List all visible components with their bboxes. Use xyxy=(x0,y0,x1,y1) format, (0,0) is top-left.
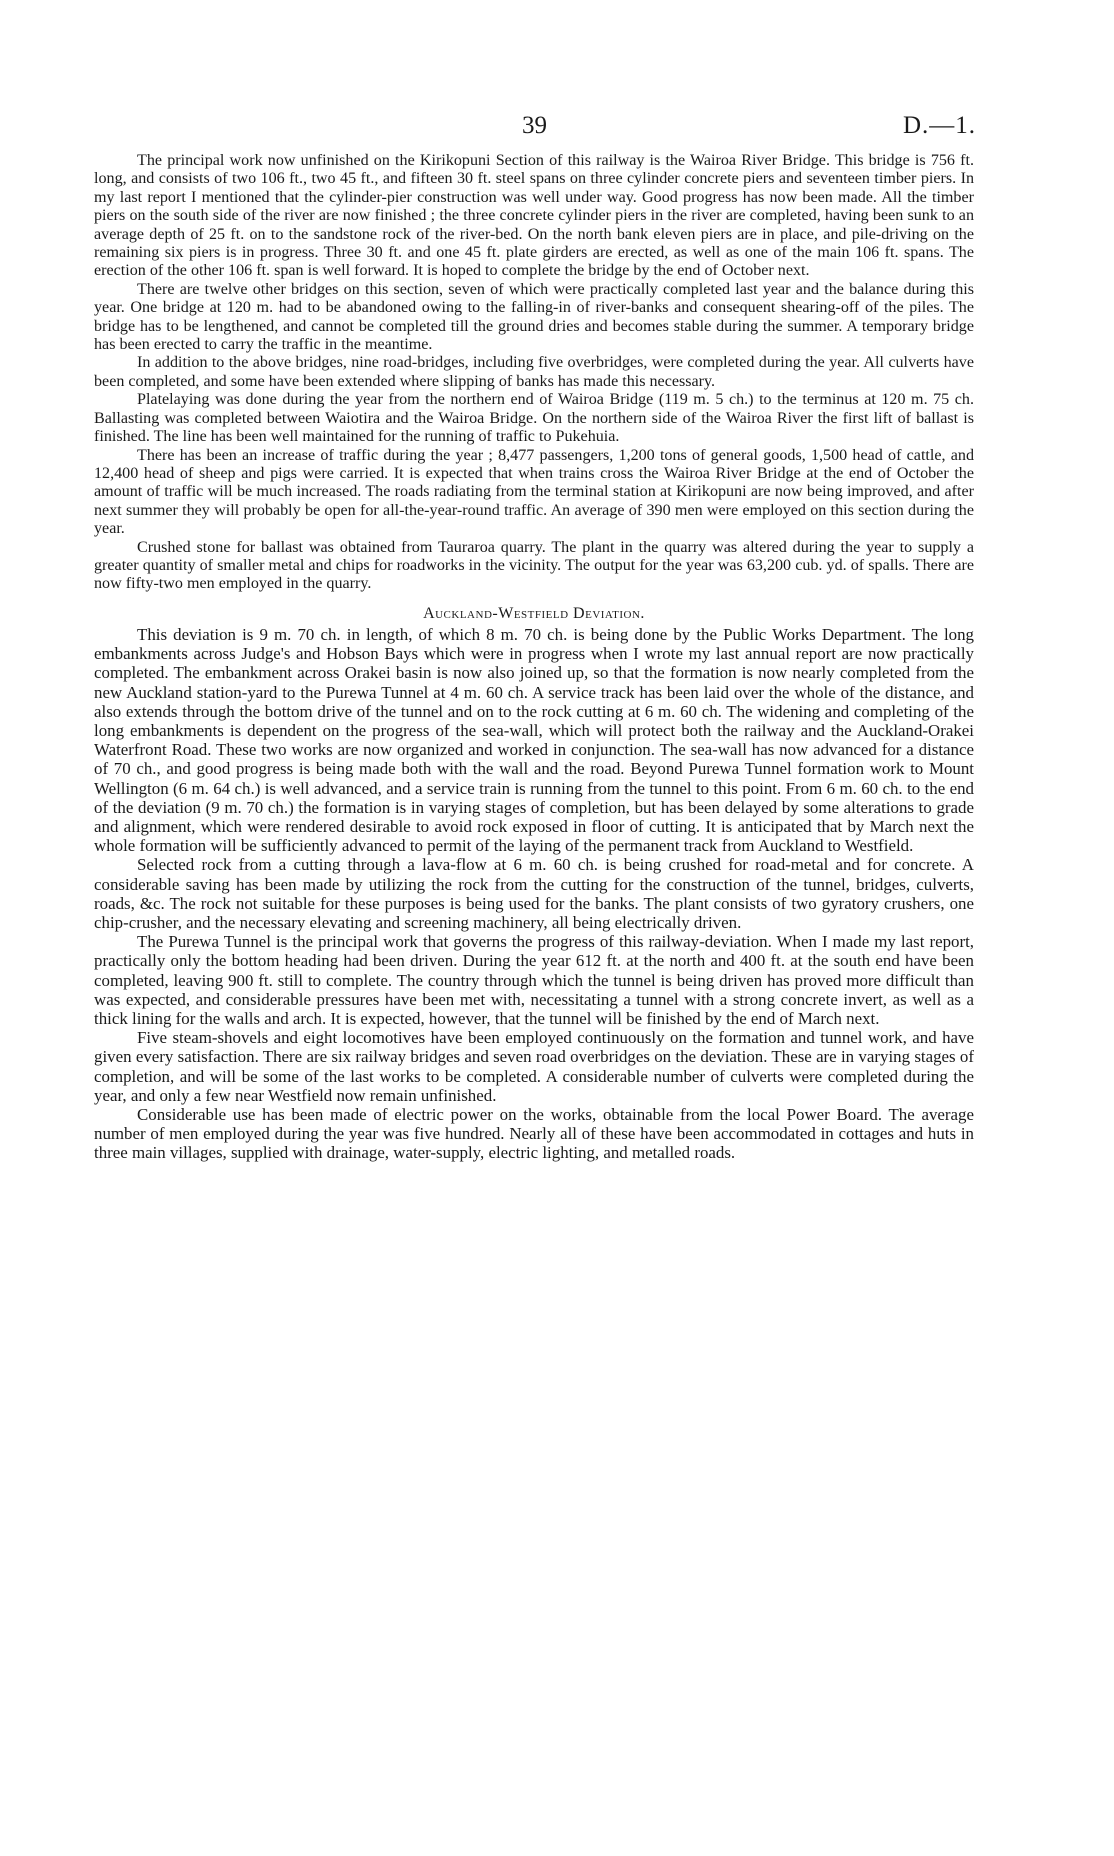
paragraph: There are twelve other bridges on this section, seven of which were practically completed last year and the balance during this year. One bridge at 120 m. had to be abandoned owing to the falling-in of river-banks and consequent shearing-off of the piles. The bridge has to be lengthened, and cannot be completed till the ground dries and becomes stable during the summer. A temporary bridge has been erected to carry the traffic in the meantime. xyxy=(94,280,974,354)
paragraph: Crushed stone for ballast was obtained from Tauraroa quarry. The plant in the quarry was altered during the year to supply a greater quantity of smaller metal and chips for roadworks in the vicinity. The output for the year was 63,200 cub. yd. of spalls. There are now fifty-two men employed in the quarry. xyxy=(94,538,974,593)
section-heading: Auckland-Westfield Deviation. xyxy=(423,604,645,622)
auckland-westfield-section xyxy=(94,604,974,1163)
paragraph: Selected rock from a cutting through a lava-flow at 6 m. 60 ch. is being crushed for road-metal and for concrete. A considerable saving has been made by utilizing the rock from the cutting for the construction of the tunnel, bridges, culverts, roads, &c. The rock not suitable for these purposes is being used for the banks. The plant consists of two gyratory crushers, one chip-crusher, and the necessary elevating and screening machinery, all being electrically driven. xyxy=(94,855,974,932)
paragraph: This deviation is 9 m. 70 ch. in length, of which 8 m. 70 ch. is being done by the Public Works Department. The long embankments across Judge's and Hobson Bays which were in progress when I wrote my last annual report are now practically completed. The embankment across Orakei basin is now also joined up, so that the formation is now nearly completed from the new Auckland station-yard to the Purewa Tunnel at 4 m. 60 ch. A service track has been laid over the whole of the distance, and also extends through the bottom drive of the tunnel and on to the rock cutting at 6 m. 60 ch. The widening and completing of the long embankments is dependent on the progress of the sea-wall, which will protect both the railway and the Auckland-Orakei Waterfront Road. These two works are now organized and worked in conjunction. The sea-wall has now advanced for a distance of 70 ch., and good progress is being made both with the wall and the road. Beyond Purewa Tunnel formation work to Mount Wellington (6 m. 64 ch.) is well advanced, and a service train is running from the tunnel to this point. From 6 m. 60 ch. to the end of the deviation (9 m. 70 ch.) the formation is in varying stages of completion, but has been delayed by some alterations to grade and alignment, which were rendered desirable to avoid rock exposed in floor of cutting. It is anticipated that by March next the whole formation will be sufficiently advanced to permit of the laying of the permanent track from Auckland to Westfield. xyxy=(94,624,974,856)
kirikopuni-section xyxy=(94,152,974,594)
page-number: 39 xyxy=(522,112,547,139)
paragraph: Five steam-shovels and eight locomotives have been employed continuously on the formation and tunnel work, and have given every satisfaction. There are six railway bridges and seven road overbridges on the deviation. These are in varying stages of completion, and will be some of the last works to be completed. A considerable number of culverts were completed during the year, and only a few near Westfield now remain unfinished. xyxy=(94,1028,974,1105)
page-header xyxy=(0,112,1114,152)
paragraph: The principal work now unfinished on the Kirikopuni Section of this railway is the Wairoa River Bridge. This bridge is 756 ft. long, and consists of two 106 ft., two 45 ft., and fifteen 30 ft. steel spans on three cylinder concrete piers and seventeen timber piers. In my last report I mentioned that the cylinder-pier construction was well under way. Good progress has now been made. All the timber piers on the south side of the river are now finished ; the three concrete cylinder piers in the river are completed, having been sunk to an average depth of 25 ft. on to the sandstone rock of the river-bed. On the north bank eleven piers are in place, and pile-driving on the remaining six piers is in progress. Three 30 ft. and one 45 ft. plate girders are erected, as well as one of the main 106 ft. spans. The erection of the other 106 ft. span is well forward. It is hoped to complete the bridge by the end of October next. xyxy=(94,152,974,280)
paragraph: There has been an increase of traffic during the year ; 8,477 passengers, 1,200 tons of general goods, 1,500 head of cattle, and 12,400 head of sheep and pigs were carried. It is expected that when trains cross the Wairoa River Bridge at the end of October the amount of traffic will be much increased. The roads radiating from the terminal station at Kirikopuni are now being improved, and after next summer they will probably be open for all-the-year-round traffic. An average of 390 men were employed on this section during the year. xyxy=(94,446,974,538)
paragraph: The Purewa Tunnel is the principal work that governs the progress of this railway-deviation. When I made my last report, practically only the bottom heading had been driven. During the year 612 ft. at the north and 400 ft. at the south end have been completed, leaving 900 ft. still to complete. The country through which the tunnel is being driven has proved more difficult than was expected, and considerable pressures have been met with, necessitating a tunnel with a strong concrete invert, as well as a thick lining for the walls and arch. It is expected, however, that the tunnel will be finished by the end of March next. xyxy=(94,932,974,1029)
document-body xyxy=(94,152,974,1163)
paragraph: Platelaying was done during the year from the northern end of Wairoa Bridge (119 m. 5 ch.) to the terminus at 120 m. 75 ch. Ballasting was completed between Waiotira and the Wairoa Bridge. On the northern side of the Wairoa River the first lift of ballast is finished. The line has been well maintained for the running of traffic to Pukehuia. xyxy=(94,391,974,446)
document-reference: D.—1. xyxy=(902,112,976,139)
paragraph: Considerable use has been made of electric power on the works, obtainable from the local Power Board. The average number of men employed during the year was five hundred. Nearly all of these have been accommodated in cottages and huts in three main villages, supplied with drainage, water-supply, electric lighting, and metalled roads. xyxy=(94,1105,974,1163)
paragraph: In addition to the above bridges, nine road-bridges, including five overbridges, were completed during the year. All culverts have been completed, and some have been extended where slipping of banks has made this necessary. xyxy=(94,354,974,390)
